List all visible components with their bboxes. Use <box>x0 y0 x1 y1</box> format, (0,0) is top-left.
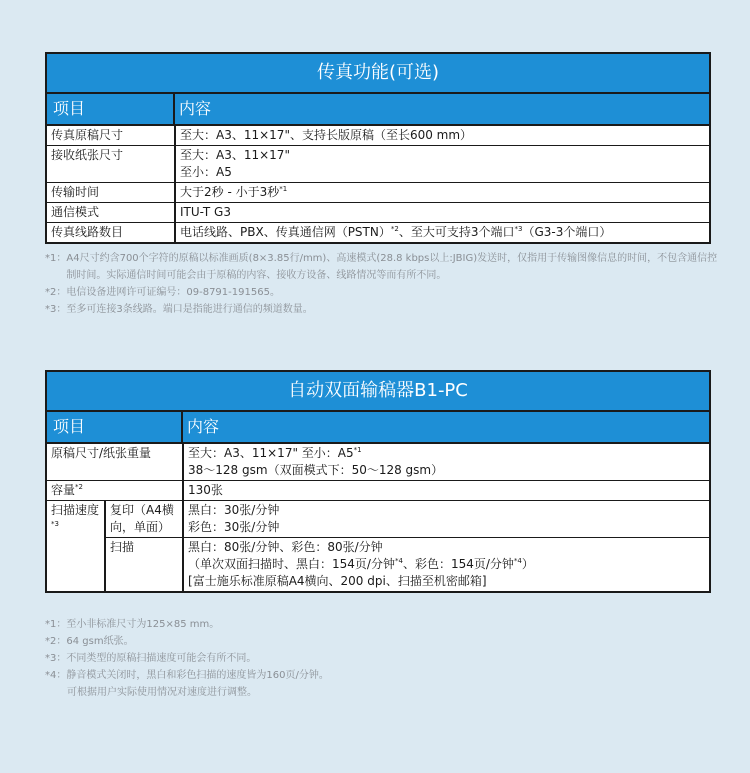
value-line <box>188 445 705 462</box>
footnote-text: 至小非标准尺寸为125×85 mm。 <box>66 619 220 630</box>
footnote <box>45 667 725 684</box>
adf-rows <box>47 444 709 591</box>
row-value: 130张 <box>183 481 709 501</box>
adf-footnotes <box>45 616 725 701</box>
footnote <box>45 301 725 318</box>
row-value: 至大：A3、11×17"、支持长版原稿（至长600 mm） <box>175 126 709 146</box>
footnote-mark: *1： <box>45 253 67 264</box>
row-label: 传真原稿尺寸 <box>47 126 175 146</box>
row-value <box>175 183 709 203</box>
footnote-ref: *3 <box>51 520 59 528</box>
label-text: 容量 <box>51 483 76 497</box>
table-row <box>47 146 709 183</box>
row-label: 传真线路数目 <box>47 223 175 243</box>
row-label: 原稿尺寸/纸张重量 <box>47 444 183 481</box>
value-line: 彩色：30张/分钟 <box>188 520 280 534</box>
footnote-mark: *4： <box>45 670 67 681</box>
footnote-text: A4尺寸约含700个字符的原稿以标准画质(8×3.85行/mm)、高速模式(28.8 kbps以上:JBIG)发送时，仅指用于传输图像信息的时间，不包含通信控制时间。实际通信时间可能会由于原稿的内容、接收方设备、线路情况等而有所不同。 <box>66 253 718 281</box>
value-text: 、彩色：154页/分钟 <box>402 557 514 571</box>
fax-spec-table <box>45 52 711 244</box>
footnote <box>45 284 725 301</box>
header-content: 内容 <box>187 417 220 436</box>
value-text: （G3-3个端口） <box>522 225 612 239</box>
footnote-ref: *1 <box>279 185 288 193</box>
row-value <box>183 444 709 481</box>
table-row <box>47 538 709 592</box>
footnote-mark: *3： <box>45 304 67 315</box>
adf-header-row <box>47 410 709 444</box>
value-line: 黑白：30张/分钟 <box>188 503 280 517</box>
footnote-mark: *2： <box>45 636 67 647</box>
header-item: 项目 <box>47 412 183 442</box>
footnote-continuation: 可根据用户实际使用情况对速度进行调整。 <box>67 687 257 698</box>
footnote-mark: *3： <box>45 653 67 664</box>
row-value <box>175 223 709 243</box>
fax-rows <box>47 126 709 242</box>
row-value <box>175 146 709 183</box>
value-line: 至小：A5 <box>180 165 232 179</box>
footnote <box>45 633 725 650</box>
fax-title: 传真功能(可选) <box>47 54 709 92</box>
row-value <box>183 501 709 538</box>
value-line: 黑白：80张/分钟、彩色：80张/分钟 <box>188 540 383 554</box>
table-row <box>47 183 709 203</box>
value-text: （单次双面扫描时、黑白：154页/分钟 <box>188 557 395 571</box>
table-row <box>47 501 709 538</box>
fax-footnotes <box>45 250 725 318</box>
value-line: 38～128 gsm（双面模式下：50～128 gsm） <box>188 463 444 477</box>
row-label <box>47 501 105 592</box>
value-text: 电话线路、PBX、传真通信网（PSTN） <box>180 225 391 239</box>
adf-title: 自动双面输稿器B1-PC <box>47 372 709 410</box>
table-row <box>47 126 709 146</box>
footnote-ref: *4 <box>394 557 403 565</box>
fax-header-row <box>47 92 709 126</box>
row-label <box>47 481 183 501</box>
footnote-ref: *1 <box>353 446 362 454</box>
table-row <box>47 444 709 481</box>
header-content: 内容 <box>179 99 212 118</box>
footnote <box>45 650 725 667</box>
footnote <box>45 616 725 633</box>
row-label: 接收纸张尺寸 <box>47 146 175 183</box>
footnote-text: 不同类型的原稿扫描速度可能会有所不同。 <box>66 653 257 664</box>
value-text: 、至大可支持3个端口 <box>398 225 515 239</box>
table-row <box>47 203 709 223</box>
table-row <box>47 481 709 501</box>
value-text: 大于2秒 - 小于3秒 <box>180 185 280 199</box>
sub-label: 扫描 <box>105 538 183 592</box>
header-item: 项目 <box>47 94 175 124</box>
value-text: 至大：A3、11×17" 至小：A5 <box>188 446 354 460</box>
value-line <box>188 556 705 573</box>
footnote-ref: *2 <box>390 225 399 233</box>
footnote-mark: *2： <box>45 287 67 298</box>
sub-label: 复印（A4横向，单面） <box>105 501 183 538</box>
footnote-text: 至多可连接3条线路。端口是指能进行通信的频道数量。 <box>66 304 313 315</box>
footnote-mark: *1： <box>45 619 67 630</box>
footnote-text: 电信设备进网许可证编号：09-8791-191565。 <box>66 287 280 298</box>
row-value: ITU-T G3 <box>175 203 709 223</box>
footnote-ref: *3 <box>514 225 523 233</box>
table-row <box>47 223 709 243</box>
footnote-ref: *2 <box>75 483 83 491</box>
value-line: 至大：A3、11×17" <box>180 148 290 162</box>
row-label: 传输时间 <box>47 183 175 203</box>
footnote <box>45 250 725 284</box>
footnote-text: 64 gsm纸张。 <box>66 636 134 647</box>
footnote-text: 静音模式关闭时，黑白和彩色扫描的速度皆为160页/分钟。 <box>66 670 329 681</box>
footnote-ref: *4 <box>513 557 522 565</box>
label-text: 扫描速度 <box>51 503 100 517</box>
row-label: 通信模式 <box>47 203 175 223</box>
value-text: ） <box>521 557 534 571</box>
value-line: [富士施乐标准原稿A4横向、200 dpi、扫描至机密邮箱] <box>188 574 487 588</box>
row-value <box>183 538 709 592</box>
adf-spec-table <box>45 370 711 593</box>
